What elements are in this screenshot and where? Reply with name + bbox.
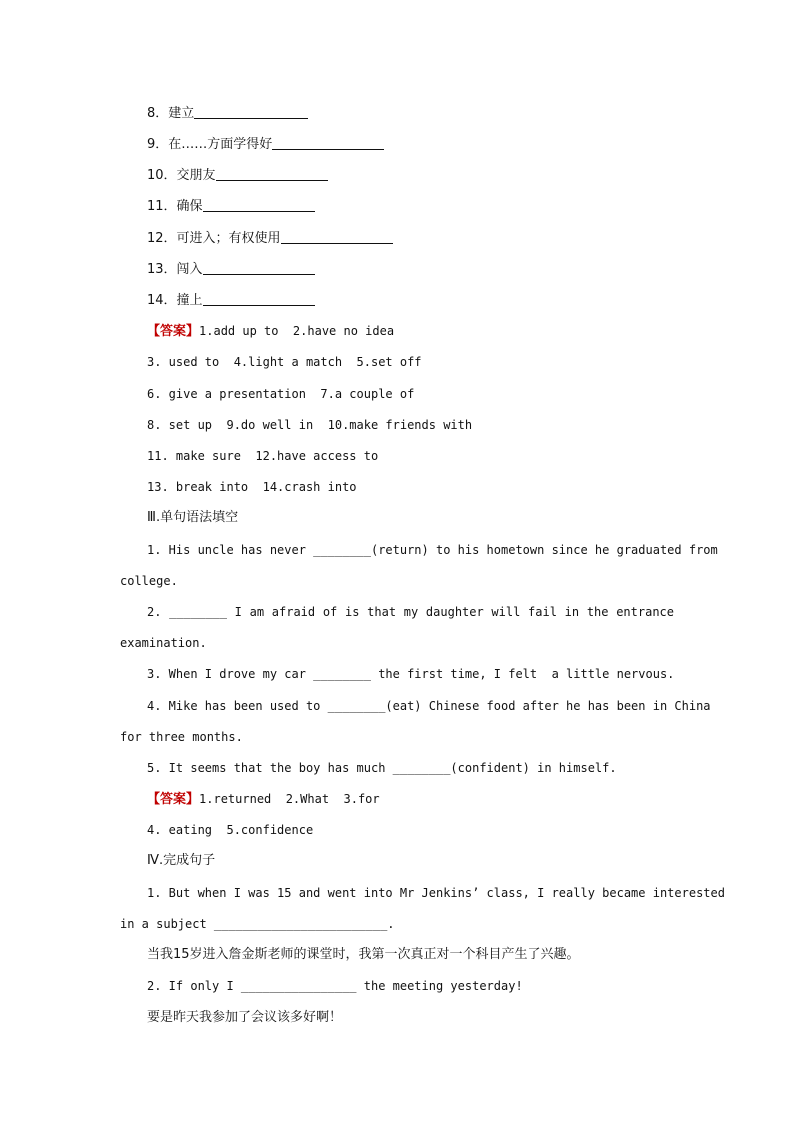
question-line: 2. If only I ________________ the meeting yesterday! (147, 979, 523, 993)
vocab-item: 14．撞上 (147, 291, 315, 310)
answer-line: 6. give a presentation 7.a couple of (147, 387, 415, 401)
answer-blank[interactable] (281, 229, 393, 244)
vocab-item: 13．闯入 (147, 260, 315, 279)
vocab-item: 11．确保 (147, 197, 315, 216)
question-line: college. (120, 574, 178, 588)
answer-blank[interactable] (216, 166, 328, 181)
answer-line: 8. set up 9.do well in 10.make friends with (147, 418, 473, 432)
answer-blank[interactable] (272, 135, 384, 150)
translation-line: 当我15岁进入詹金斯老师的课堂时，我第一次真正对一个科目产生了兴趣。 (147, 947, 580, 962)
answer-blank[interactable] (203, 260, 315, 275)
question-line: 1. His uncle has never ________(return) to his hometown since he graduated from (147, 543, 718, 557)
answer-line: 【答案】1.returned 2.What 3.for (147, 792, 380, 807)
vocab-item: 8．建立 (147, 104, 308, 123)
question-line: 5. It seems that the boy has much ________(confident) in himself. (147, 761, 617, 775)
vocab-item: 9．在……方面学得好 (147, 135, 384, 154)
vocab-item: 10．交朋友 (147, 166, 328, 185)
question-line: examination. (120, 636, 207, 650)
answer-line: 13. break into 14.crash into (147, 480, 357, 494)
question-line: 2. ________ I am afraid of is that my daughter will fail in the entrance (147, 605, 674, 619)
answer-line: 3. used to 4.light a match 5.set off (147, 355, 422, 369)
section-title: Ⅳ.完成句子 (147, 853, 216, 868)
answer-line: 4. eating 5.confidence (147, 823, 314, 837)
answer-blank[interactable] (194, 104, 308, 119)
answer-blank[interactable] (203, 291, 315, 306)
section-title: Ⅲ.单句语法填空 (147, 510, 239, 525)
question-line: 3. When I drove my car ________ the first time, I felt a little nervous. (147, 667, 675, 681)
answer-line: 11. make sure 12.have access to (147, 449, 379, 463)
question-line: 4. Mike has been used to ________(eat) Chinese food after he has been in China (147, 699, 711, 713)
question-line: 1. But when I was 15 and went into Mr Jenkins’ class, I really became interested (147, 886, 725, 900)
translation-line: 要是昨天我参加了会议该多好啊！ (147, 1010, 343, 1025)
answer-blank[interactable] (203, 197, 315, 212)
answer-label: 【答案】 (147, 324, 200, 339)
question-line: for three months. (120, 730, 243, 744)
question-line: in a subject ________________________. (120, 917, 395, 931)
answer-line: 【答案】1.add up to 2.have no idea (147, 324, 395, 339)
answer-label: 【答案】 (147, 792, 200, 807)
vocab-item: 12．可进入；有权使用 (147, 229, 393, 248)
